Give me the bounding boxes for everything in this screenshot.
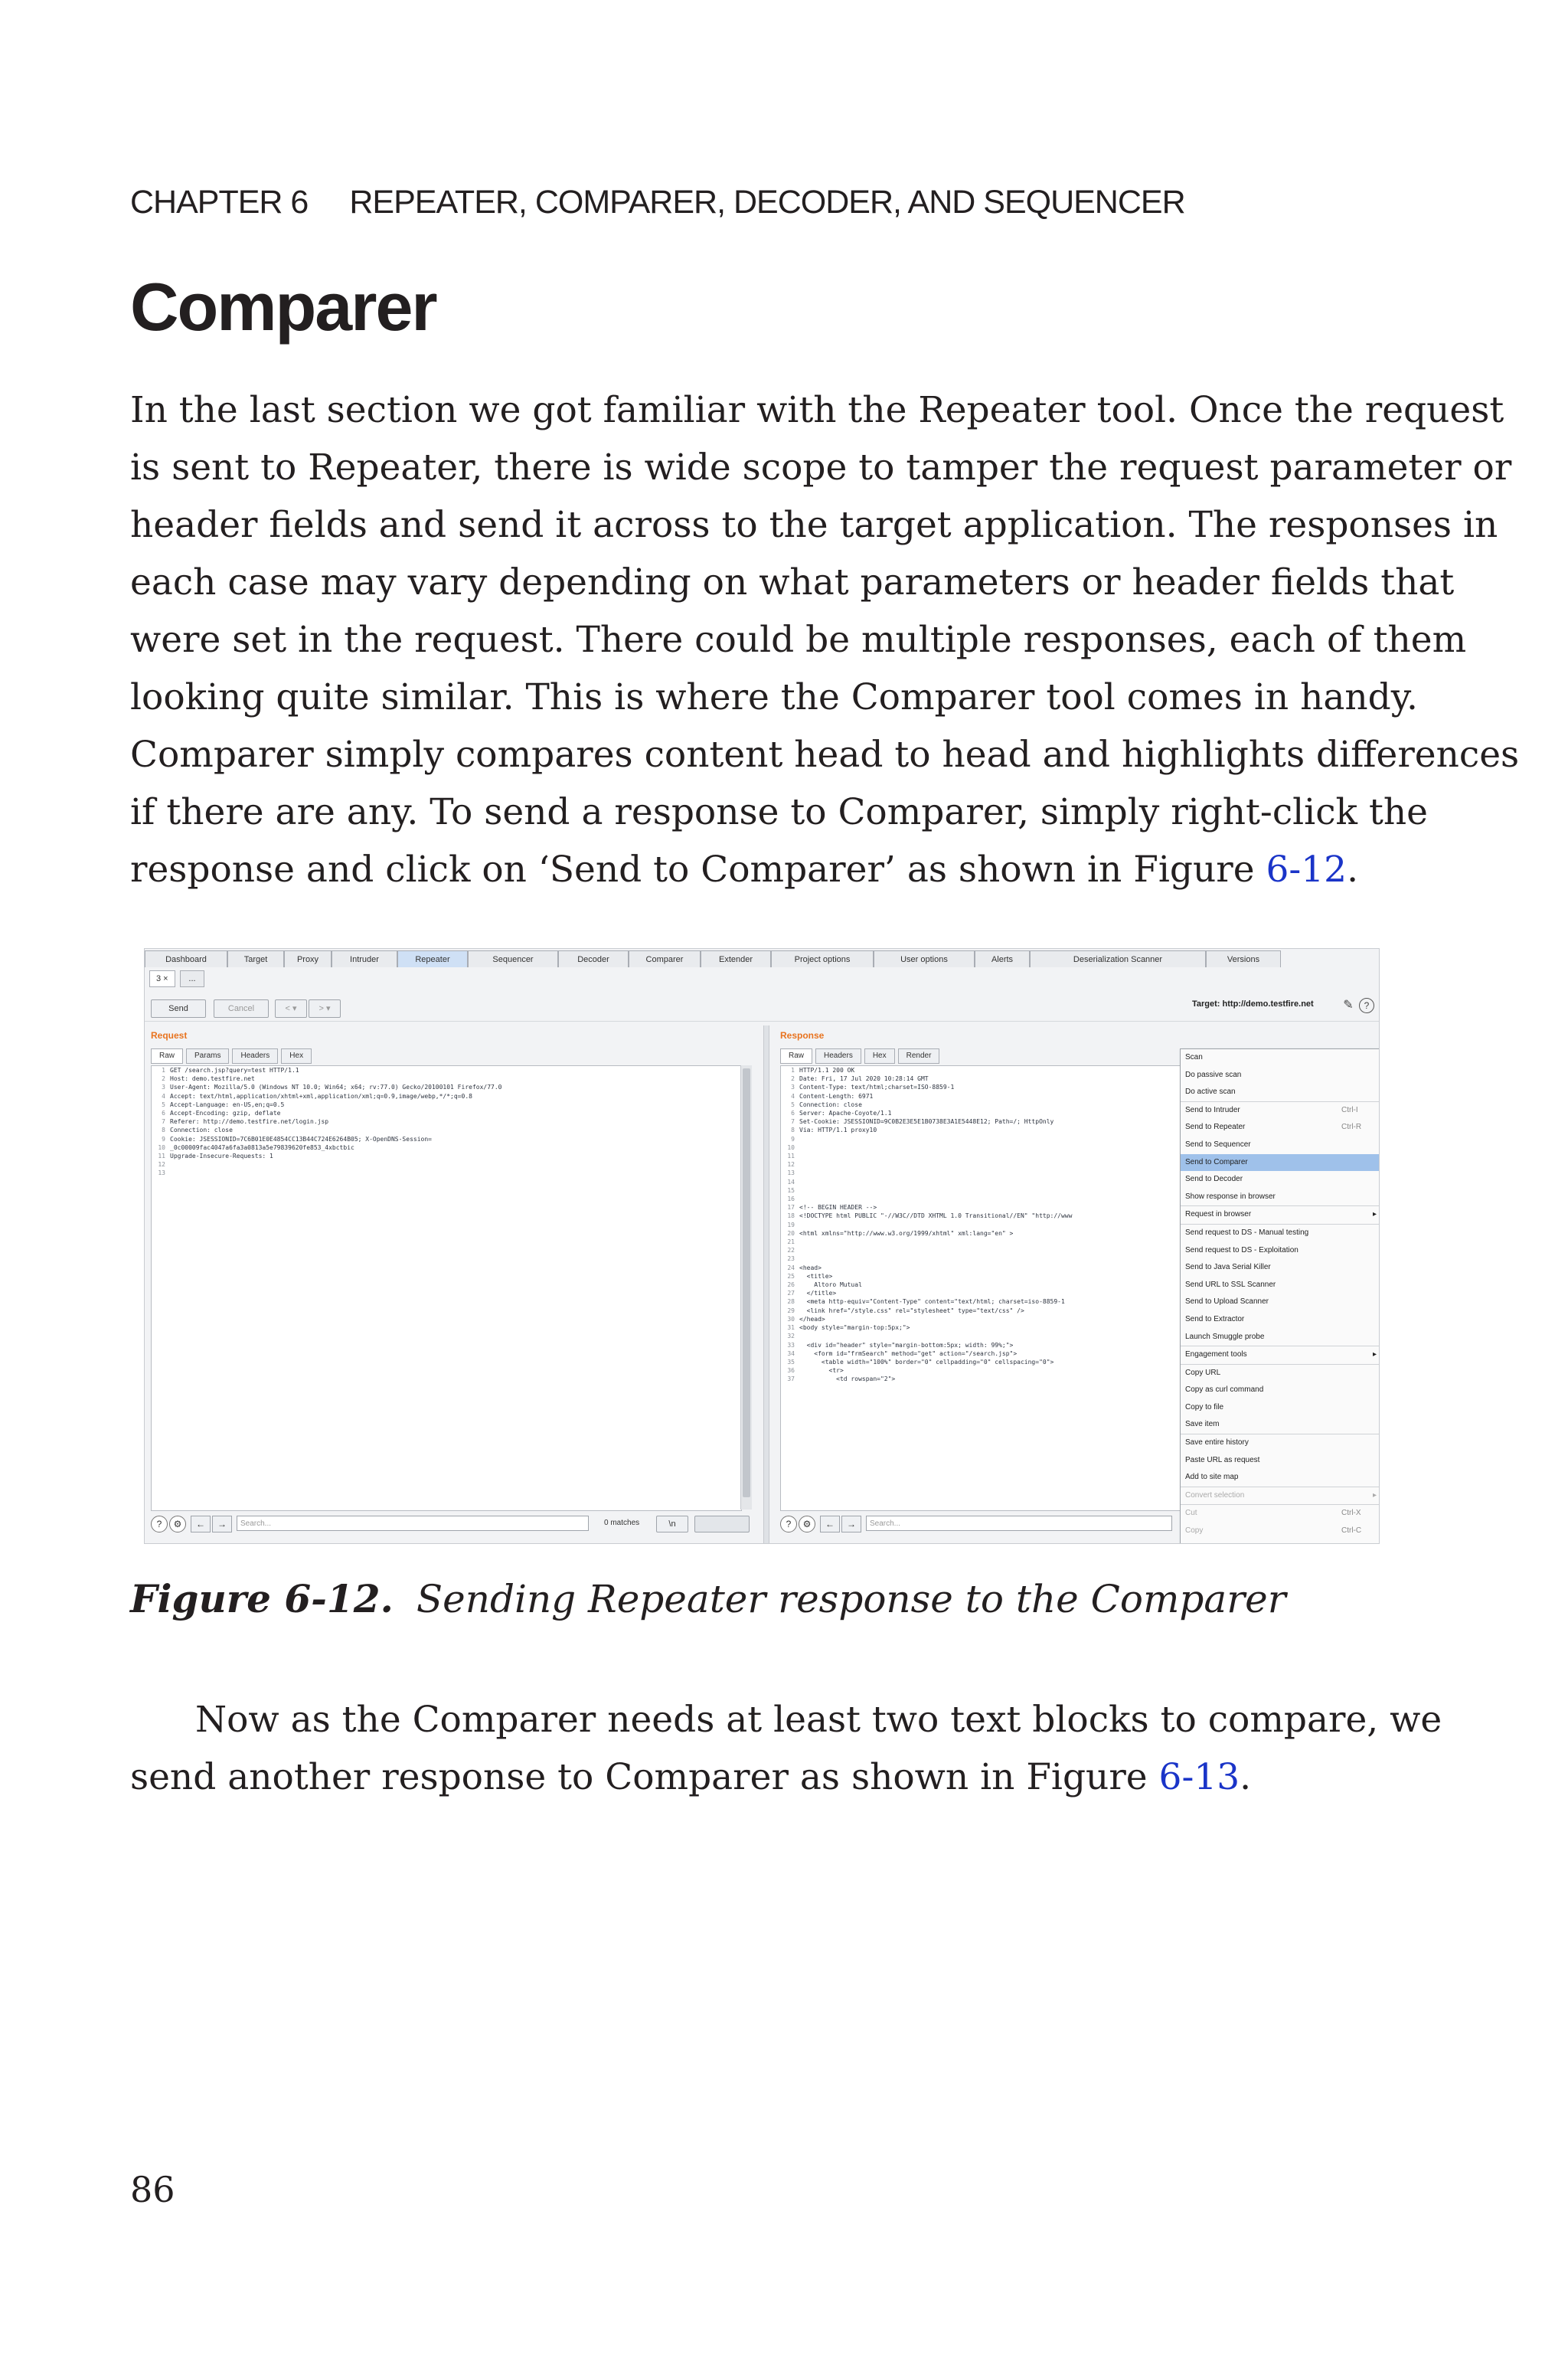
line-number: 12 [158,1161,165,1169]
menu-item-send-request-to-ds-exploitation[interactable] [1181,1242,1380,1260]
line-number: 7 [162,1118,165,1126]
line-number: 9 [791,1135,795,1143]
repeater-subtab[interactable]: 3 × [149,970,175,987]
menu-item-label: Send request to DS - Exploitation [1185,1245,1298,1254]
line-text: </title> [799,1290,837,1297]
paragraph-line: is sent to Repeater, there is wide scope to tamper the request parameter or [130,446,1512,489]
code-line [152,1109,741,1117]
line-number: 30 [787,1315,795,1323]
line-number: 1 [162,1067,165,1074]
line-number: 3 [162,1084,165,1091]
menu-item-label: Send URL to SSL Scanner [1185,1280,1276,1289]
search-options-button[interactable]: \n [656,1516,688,1532]
paragraph-2 [130,1691,1442,1806]
paragraph-line: were set in the request. There could be multiple responses, each of them [130,619,1467,661]
menu-item-save-entire-history[interactable] [1181,1434,1380,1452]
request-search-bar [151,1516,756,1539]
line-text: Host: demo.testfire.net [170,1075,255,1083]
line-text: Connection: close [799,1101,862,1108]
code-line [781,1272,1210,1281]
response-title: Response [780,1030,825,1041]
line-number: 22 [787,1247,795,1254]
line-number: 4 [162,1092,165,1100]
paragraph-end: . [1347,849,1359,891]
menu-item-send-to-java-serial-killer[interactable] [1181,1259,1380,1277]
match-count: 0 matches [604,1519,640,1527]
code-line [781,1126,1210,1134]
line-number: 26 [787,1281,795,1289]
response-tab-headers[interactable]: Headers [815,1048,861,1064]
paragraph-end: . [1240,1756,1252,1798]
line-text: Accept: text/html,application/xhtml+xml,application/xml;q=0.9,image/webp,*/*;q=0.8 [170,1092,472,1100]
response-tab-hex[interactable]: Hex [864,1048,895,1064]
line-number: 23 [787,1255,795,1263]
line-number: 34 [787,1349,795,1357]
paragraph-line: each case may vary depending on what parameters or header fields that [130,561,1455,603]
line-number: 20 [787,1229,795,1237]
line-number: 2 [791,1075,795,1083]
menu-item-label: Send to Java Serial Killer [1185,1263,1271,1272]
menu-item-label: Launch Smuggle probe [1185,1332,1265,1341]
line-text: Via: HTTP/1.1 proxy10 [799,1127,877,1134]
line-number: 7 [791,1118,795,1126]
menu-item-label: Request in browser [1185,1210,1252,1219]
figure-caption-text: Sending Repeater response to the Comparer [416,1577,1286,1621]
line-number: 9 [162,1135,165,1143]
menu-item-label: Convert selection [1185,1490,1245,1500]
line-text: <link href="/style.css" rel="stylesheet" type="text/css" /> [799,1307,1024,1314]
code-line [152,1135,741,1143]
code-line [152,1117,741,1126]
line-number: 3 [791,1084,795,1091]
menu-item-shortcut: Ctrl-X [1341,1509,1361,1518]
request-search-input[interactable]: Search... [237,1516,589,1531]
paragraph-line [130,841,1386,898]
code-line [781,1366,1210,1375]
section-heading: Comparer [130,269,436,345]
paragraph-line: if there are any. To send a response to Comparer, simply right-click the [130,791,1428,833]
line-text: Connection: close [170,1127,233,1134]
code-line [152,1143,741,1152]
tab-dashboard[interactable]: Dashboard [145,950,227,967]
line-text: </head> [799,1315,825,1323]
menu-item-label: Copy to file [1185,1402,1224,1411]
edit-target-icon[interactable]: ✎ [1343,999,1354,1012]
line-number: 10 [158,1143,165,1151]
line-number: 11 [158,1153,165,1160]
help-icon[interactable]: ? [780,1516,797,1532]
line-number: 16 [787,1196,795,1203]
submenu-arrow-icon: ▸ [1372,1350,1377,1359]
code-line [781,1323,1210,1332]
line-text: Referer: http://demo.testfire.net/login.jsp [170,1118,329,1126]
line-text: User-Agent: Mozilla/5.0 (Windows NT 10.0; Win64; x64; rv:77.0) Gecko/20100101 Firefox/77.0 [170,1084,502,1091]
tab-extender[interactable]: Extender [701,950,771,967]
request-tab-params[interactable]: Params [186,1048,229,1064]
line-number: 33 [787,1341,795,1349]
line-text: <form id="frmSearch" method="get" action="/search.jsp"> [799,1349,1018,1357]
line-number: 6 [162,1110,165,1117]
code-line [781,1160,1210,1169]
code-line [152,1075,741,1083]
line-number: 8 [791,1127,795,1134]
request-tab-raw[interactable]: Raw [151,1048,183,1064]
menu-item-label: Cut [1185,1509,1197,1518]
request-title: Request [151,1030,188,1041]
line-text: <!DOCTYPE html PUBLIC "-//W3C//DTD XHTML 1.0 Transitional//EN" "http://www [799,1212,1073,1220]
line-number: 8 [162,1127,165,1134]
next-match-button[interactable]: → [212,1516,232,1532]
menu-item-label: Send to Comparer [1185,1157,1248,1166]
line-number: 13 [158,1169,165,1177]
menu-item-do-passive-scan[interactable] [1181,1067,1380,1084]
menu-item-paste-url-as-request[interactable] [1181,1452,1380,1470]
code-line [781,1332,1210,1340]
tab-target[interactable]: Target [227,950,284,967]
paragraph-line: header fields and send it across to the target application. The responses in [130,504,1498,546]
forward-history-button[interactable]: > ▾ [309,999,341,1018]
line-number: 28 [787,1298,795,1306]
menu-item-label: Send to Upload Scanner [1185,1297,1269,1307]
line-number: 5 [162,1101,165,1108]
code-line [781,1117,1210,1126]
line-text: <meta http-equiv="Content-Type" content="text/html; charset=iso-8859-1 [799,1298,1065,1306]
line-text: <title> [799,1272,833,1280]
page-number: 86 [130,2169,175,2210]
tab-project-options[interactable]: Project options [771,950,874,967]
menu-item-copy[interactable] [1181,1523,1380,1540]
paragraph-1 [130,381,1520,898]
code-line [781,1281,1210,1289]
tab-deserialization-scanner[interactable]: Deserialization Scanner [1030,950,1206,967]
running-header [130,184,1185,221]
code-line [781,1178,1210,1186]
code-line [781,1264,1210,1272]
paragraph-line [130,1748,1386,1806]
menu-item-label: Paste URL as request [1185,1455,1260,1464]
line-number: 25 [787,1272,795,1280]
code-line [781,1349,1210,1358]
menu-item-do-active-scan[interactable] [1181,1084,1380,1101]
menu-item-label: Send to Decoder [1185,1175,1243,1184]
line-number: 11 [787,1153,795,1160]
line-text: HTTP/1.1 200 OK [799,1067,855,1074]
chapter-number: CHAPTER 6 [130,184,309,221]
code-line [781,1083,1210,1091]
code-line [781,1238,1210,1246]
burp-repeater-screenshot [144,948,1380,1544]
code-line [152,1126,741,1134]
response-tab-raw[interactable]: Raw [780,1048,812,1064]
code-line [781,1315,1210,1323]
request-scrollbar[interactable] [740,1065,752,1510]
line-text: Accept-Language: en-US,en;q=0.5 [170,1101,285,1108]
line-number: 24 [787,1264,795,1271]
menu-item-send-to-repeater[interactable] [1181,1119,1380,1137]
chapter-title: REPEATER, COMPARER, DECODER, AND SEQUENCER [349,184,1185,221]
line-text: Upgrade-Insecure-Requests: 1 [170,1153,273,1160]
settings-icon[interactable]: ⚙ [799,1516,815,1532]
code-line [781,1358,1210,1366]
tab-intruder[interactable]: Intruder [332,950,397,967]
menu-item-send-url-to-ssl-scanner[interactable] [1181,1277,1380,1294]
code-line [781,1109,1210,1117]
line-number: 4 [791,1092,795,1100]
line-number: 15 [787,1186,795,1194]
menu-item-label: Scan [1185,1053,1203,1061]
menu-item-copy-url[interactable] [1181,1364,1380,1382]
menu-item-label: Send to Sequencer [1185,1140,1251,1149]
line-text: <tr> [799,1367,844,1375]
request-tab-headers[interactable]: Headers [232,1048,278,1064]
line-text: <div id="header" style="margin-bottom:5px; width: 99%;"> [799,1341,1014,1349]
menu-item-scan[interactable] [1181,1049,1380,1067]
paragraph-line: Now as the Comparer needs at least two text blocks to compare, we [195,1699,1442,1741]
figure-label: Figure 6-12. [130,1576,394,1621]
request-tabs [151,1048,312,1064]
menu-item-send-to-sequencer[interactable] [1181,1137,1380,1154]
menu-item-label: Do passive scan [1185,1070,1242,1079]
line-text: Altoro Mutual [799,1281,862,1289]
response-tab-render[interactable]: Render [898,1048,940,1064]
pane-divider[interactable] [763,1025,769,1543]
code-line [781,1212,1210,1220]
paragraph-text: response and click on ‘Send to Comparer’ as shown in Figure [130,849,1266,891]
line-number: 27 [787,1290,795,1297]
code-line [781,1375,1210,1383]
line-text: Server: Apache-Coyote/1.1 [799,1110,892,1117]
menu-item-add-to-site-map[interactable] [1181,1469,1380,1487]
menu-item-send-request-to-ds-manual-testing[interactable] [1181,1224,1380,1242]
figure-caption [130,1576,1286,1621]
line-text: Content-Type: text/html;charset=ISO-8859-1 [799,1084,955,1091]
tab-comparer[interactable]: Comparer [629,950,701,967]
code-line [781,1289,1210,1297]
line-text: Cookie: JSESSIONID=7C6B01E0E4854CC13B44C724E6264B05; X-OpenDNS-Session= [170,1135,432,1143]
line-number: 37 [787,1375,795,1383]
response-editor[interactable] [780,1065,1210,1511]
menu-item-cut[interactable] [1181,1504,1380,1523]
menu-item-shortcut: Ctrl-C [1341,1526,1362,1536]
menu-item-send-to-comparer[interactable] [1181,1154,1380,1172]
line-text: <body style="margin-top:5px;"> [799,1324,910,1332]
request-scroll-thumb[interactable] [743,1068,750,1497]
code-line [781,1229,1210,1238]
menu-item-shortcut: Ctrl-I [1341,1105,1358,1114]
menu-item-label: Copy URL [1185,1368,1221,1377]
code-line [152,1066,741,1075]
code-line [781,1075,1210,1083]
code-line [781,1307,1210,1315]
response-search-bar [780,1516,1178,1539]
tab-alerts[interactable]: Alerts [975,950,1030,967]
code-line [781,1169,1210,1177]
line-text: Set-Cookie: JSESSIONID=9C0B2E3E5E1B0738E3A1E5448E12; Path=/; HttpOnly [799,1118,1054,1126]
figure-link-6-12[interactable]: 6-12 [1266,849,1348,891]
paragraph-text: send another response to Comparer as shown in Figure [130,1756,1159,1798]
line-number: 5 [791,1101,795,1108]
line-text: <!-- BEGIN HEADER --> [799,1204,877,1212]
pretty-button[interactable] [694,1516,750,1532]
code-line [781,1246,1210,1254]
code-line [781,1221,1210,1229]
line-number: 36 [787,1367,795,1375]
tab-repeater[interactable]: Repeater [397,950,468,967]
menu-item-label: Save item [1185,1420,1220,1429]
line-number: 2 [162,1075,165,1083]
menu-item-label: Add to site map [1185,1473,1239,1482]
code-line [781,1195,1210,1203]
line-text: <table width="100%" border="0" cellpadding="0" cellspacing="0"> [799,1358,1054,1366]
code-line [781,1341,1210,1349]
line-text: Date: Fri, 17 Jul 2020 10:28:14 GMT [799,1075,929,1083]
paragraph-line: Comparer simply compares content head to head and highlights differences [130,734,1520,776]
previous-match-button[interactable]: ← [820,1516,840,1532]
line-text: <html xmlns="http://www.w3.org/1999/xhtml" xml:lang="en" > [799,1229,1014,1237]
request-tab-hex[interactable]: Hex [281,1048,312,1064]
menu-item-label: Send to Extractor [1185,1314,1245,1323]
menu-item-label: Show response in browser [1185,1192,1276,1201]
code-line [781,1066,1210,1075]
line-text: <td rowspan="2"> [799,1375,896,1383]
line-number: 1 [791,1067,795,1074]
code-line [152,1083,741,1091]
tab-sequencer[interactable]: Sequencer [468,950,558,967]
line-number: 10 [787,1143,795,1151]
menu-item-request-in-browser[interactable] [1181,1205,1380,1224]
line-number: 13 [787,1169,795,1177]
cancel-button[interactable]: Cancel [214,999,269,1018]
menu-item-label: Copy [1185,1526,1204,1536]
submenu-arrow-icon: ▸ [1372,1210,1377,1219]
back-history-button[interactable]: < ▾ [275,999,307,1018]
line-number: 14 [787,1178,795,1186]
main-tab-bar [145,950,1379,967]
line-number: 6 [791,1110,795,1117]
previous-match-button[interactable]: ← [191,1516,211,1532]
code-line [781,1152,1210,1160]
menu-item-save-item[interactable] [1181,1416,1380,1434]
code-line [781,1135,1210,1143]
menu-item-copy-as-curl-command[interactable] [1181,1382,1380,1399]
menu-item-convert-selection[interactable] [1181,1487,1380,1505]
tab-proxy[interactable]: Proxy [284,950,332,967]
code-line [781,1186,1210,1195]
menu-item-send-to-extractor[interactable] [1181,1311,1380,1329]
line-number: 19 [787,1221,795,1228]
code-line [152,1092,741,1101]
menu-item-launch-smuggle-probe[interactable] [1181,1329,1380,1346]
add-subtab-button[interactable]: ... [180,970,204,987]
menu-item-label: Send request to DS - Manual testing [1185,1228,1309,1237]
code-line [781,1092,1210,1101]
menu-item-label: Send to Intruder [1185,1105,1240,1114]
menu-item-engagement-tools[interactable] [1181,1346,1380,1364]
response-tabs [780,1048,939,1064]
send-button[interactable]: Send [151,999,206,1018]
menu-item-shortcut: Ctrl-R [1341,1123,1362,1132]
line-text: Content-Length: 6971 [799,1092,874,1100]
line-number: 12 [787,1161,795,1169]
code-line [781,1101,1210,1109]
code-line [152,1101,741,1109]
menu-item-label: Engagement tools [1185,1350,1247,1359]
tab-decoder[interactable]: Decoder [558,950,629,967]
tab-versions[interactable]: Versions [1206,950,1281,967]
paragraph-line: looking quite similar. This is where the Comparer tool comes in handy. [130,676,1418,718]
next-match-button[interactable]: → [841,1516,861,1532]
menu-item-label: Do active scan [1185,1088,1236,1097]
submenu-arrow-icon: ▸ [1372,1490,1377,1500]
line-number: 29 [787,1307,795,1314]
code-line [152,1160,741,1169]
figure-link-6-13[interactable]: 6-13 [1158,1756,1240,1798]
code-line [781,1203,1210,1212]
line-text: Accept-Encoding: gzip, deflate [170,1110,281,1117]
settings-icon[interactable]: ⚙ [169,1516,186,1532]
menu-item-send-to-intruder[interactable] [1181,1101,1380,1120]
menu-item-send-to-upload-scanner[interactable] [1181,1294,1380,1311]
code-line [152,1152,741,1160]
menu-item-label: Save entire history [1185,1438,1249,1447]
menu-item-show-response-in-browser[interactable] [1181,1189,1380,1206]
response-search-input[interactable]: Search... [866,1516,1172,1531]
code-line [781,1297,1210,1306]
line-text: _0c00009fac4047a6fa3a0813a5e79839620fe853_4xbctbic [170,1143,354,1151]
code-line [781,1143,1210,1152]
menu-item-label: Copy as curl command [1185,1385,1264,1395]
code-line [781,1254,1210,1263]
help-icon[interactable]: ? [151,1516,168,1532]
line-number: 21 [787,1238,795,1246]
target-label: Target: http://demo.testfire.net [1192,999,1314,1009]
code-line [152,1169,741,1177]
menu-item-copy-to-file[interactable] [1181,1399,1380,1417]
request-editor[interactable] [151,1065,742,1511]
tab-user-options[interactable]: User options [874,950,975,967]
menu-item-label: Send to Repeater [1185,1123,1246,1132]
line-text: GET /search.jsp?query=test HTTP/1.1 [170,1067,299,1074]
menu-item-send-to-decoder[interactable] [1181,1171,1380,1189]
line-number: 32 [787,1333,795,1340]
line-number: 18 [787,1212,795,1220]
line-text: <head> [799,1264,822,1271]
paragraph-line: In the last section we got familiar with the Repeater tool. Once the request [130,389,1504,431]
context-menu [1180,1048,1380,1544]
line-number: 17 [787,1204,795,1212]
line-number: 35 [787,1358,795,1366]
help-icon[interactable]: ? [1359,998,1374,1013]
line-number: 31 [787,1324,795,1332]
